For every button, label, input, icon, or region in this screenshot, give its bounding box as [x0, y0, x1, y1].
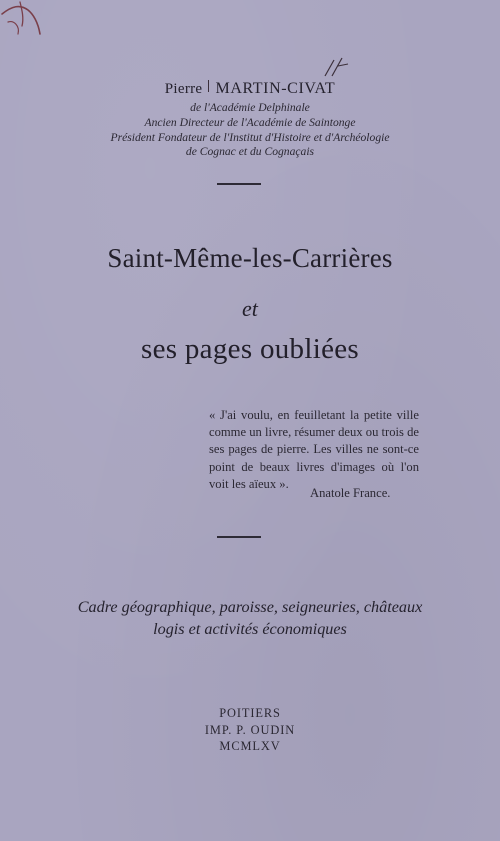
- imprint: [0, 705, 500, 755]
- divider: [217, 536, 261, 538]
- title-conjunction: et: [242, 296, 258, 321]
- subtitle: [0, 596, 500, 640]
- imprint-city: POITIERS: [219, 706, 281, 720]
- epigraph-quote: « J'ai voulu, en feuilletant la petite ville comme un livre, résumer deux ou trois de ses pages de pierre. Les villes ne sont-ce point de beaux livres d'images où l'on voit les aïeux ».: [209, 408, 419, 491]
- divider: [217, 183, 261, 185]
- title-main: Saint-Même-les-Carrières: [107, 243, 393, 273]
- pen-tick: [208, 80, 209, 92]
- credential-line: Ancien Directeur de l'Académie de Saintonge: [144, 115, 356, 129]
- author-name: [0, 80, 500, 98]
- pen-mark: [0, 0, 60, 60]
- subtitle-line: logis et activités économiques: [153, 620, 347, 638]
- epigraph-attribution: Anatole France.: [310, 486, 391, 500]
- author-credentials: [0, 101, 500, 160]
- title-secondary: ses pages oubliées: [140, 333, 359, 365]
- credential-line: de Cognac et du Cognaçais: [185, 145, 315, 159]
- credential-line: Président Fondateur de l'Institut d'Histoire et d'Archéologie: [110, 130, 390, 144]
- author-last-name: MARTIN-CIVAT: [215, 80, 336, 97]
- author-first-name: Pierre: [164, 81, 203, 97]
- subtitle-line: Cadre géographique, paroisse, seigneuries, châteaux: [77, 598, 423, 616]
- imprint-year: MCMLXV: [219, 739, 281, 753]
- imprint-printer: IMP. P. OUDIN: [204, 722, 296, 737]
- credential-line: de l'Académie Delphinale: [190, 101, 310, 114]
- handwritten-mark: [322, 56, 350, 80]
